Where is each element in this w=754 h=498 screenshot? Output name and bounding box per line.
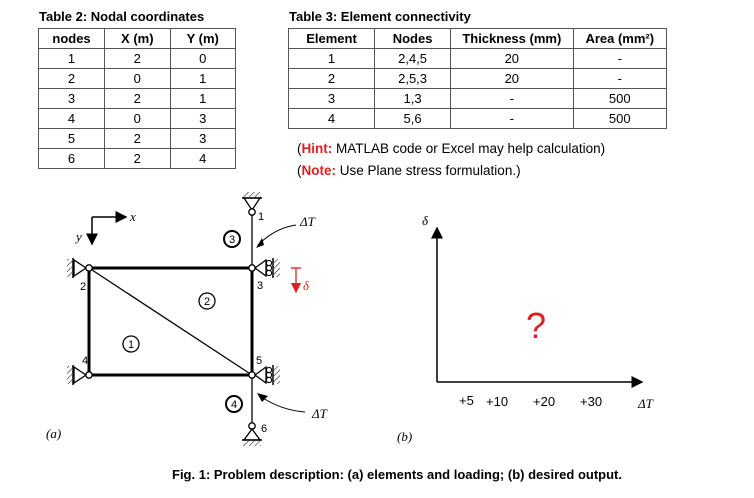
table-row (39, 109, 236, 129)
delta-t-bottom-label: ΔT (312, 406, 327, 421)
pin-support-bottom (242, 423, 262, 446)
table-cell: 4 (39, 109, 105, 129)
table-cell: 1 (170, 89, 235, 109)
structure-diagram (0, 180, 380, 450)
table-cell: 3 (170, 129, 235, 149)
table-cell: - (573, 49, 666, 69)
table-cell: 2 (105, 49, 170, 69)
node-label-3: 3 (257, 280, 264, 292)
element-diagonal (89, 268, 252, 375)
table2-caption: Table 2: Nodal coordinates (39, 9, 205, 24)
table-cell: 500 (573, 89, 666, 109)
table-cell: 500 (573, 109, 666, 129)
table-cell: 0 (170, 49, 235, 69)
table-cell: 2 (105, 129, 170, 149)
tick-label: +5 (459, 393, 474, 408)
table-cell: 2 (105, 89, 170, 109)
table-cell: 4 (289, 109, 375, 129)
hint-label: Hint: (301, 141, 333, 156)
question-mark: ? (526, 305, 547, 346)
table-cell: 4 (170, 149, 235, 169)
table-cell: 1,3 (375, 89, 451, 109)
table-row (39, 49, 236, 69)
node-label-2: 2 (80, 281, 87, 293)
figure-caption: Fig. 1: Problem description: (a) elements and loading; (b) desired output. (172, 467, 622, 482)
hint-text: (Hint: MATLAB code or Excel may help calculation) (297, 141, 606, 156)
table-cell: - (451, 89, 573, 109)
nodal-coordinates-table (38, 28, 236, 169)
table3-caption: Table 3: Element connectivity (289, 9, 471, 24)
plot-x-label: ΔT (638, 396, 653, 411)
column-header: Nodes (375, 29, 451, 49)
x-axis-label: x (130, 209, 136, 224)
table-row (289, 49, 667, 69)
table-cell: - (573, 69, 666, 89)
note-text: (Note: Use Plane stress formulation.) (297, 163, 521, 178)
table-cell: 2,5,3 (375, 69, 451, 89)
panel-label-a: (a) (46, 426, 62, 441)
note-label: Note: (301, 163, 336, 178)
table-cell: 0 (105, 69, 170, 89)
delta-label: δ (303, 278, 310, 293)
svg-text:2: 2 (203, 296, 211, 308)
table-cell: 2,4,5 (375, 49, 451, 69)
node-label-5: 5 (256, 355, 263, 367)
svg-text:3: 3 (228, 234, 236, 246)
plot-y-label: δ (422, 213, 429, 228)
table-header-row (289, 29, 667, 49)
column-header: X (m) (105, 29, 170, 49)
column-header: Thickness (mm) (451, 29, 573, 49)
table-row (39, 69, 236, 89)
table-cell: 20 (451, 69, 573, 89)
table-cell: 6 (39, 149, 105, 169)
table-cell: - (451, 109, 573, 129)
y-axis-label: y (76, 229, 82, 244)
element-label-2 (199, 293, 215, 309)
element-label-4 (226, 396, 242, 412)
element-connectivity-table (288, 28, 667, 129)
tick-label: +10 (486, 394, 509, 409)
table-cell: 2 (289, 69, 375, 89)
table-cell: 20 (451, 49, 573, 69)
table-cell: 3 (170, 109, 235, 129)
tick-label: +30 (580, 394, 603, 409)
element-label-3 (224, 231, 240, 247)
column-header: Y (m) (170, 29, 235, 49)
delta-displacement-arrow (291, 268, 310, 293)
svg-text:1: 1 (127, 339, 135, 351)
table-cell: 1 (170, 69, 235, 89)
table-cell: 5,6 (375, 109, 451, 129)
table-header-row (39, 29, 236, 49)
delta-t-top-label: ΔT (300, 214, 315, 229)
delta-t-top-annotation (256, 214, 316, 248)
delta-t-bottom-annotation (257, 393, 328, 421)
column-header: nodes (39, 29, 105, 49)
panel-label-b: (b) (397, 429, 413, 444)
table-row (39, 129, 236, 149)
table-row (39, 149, 236, 169)
node-label-1: 1 (258, 211, 265, 223)
coordinate-axes (74, 209, 136, 244)
table-row (289, 109, 667, 129)
table-cell: 2 (105, 149, 170, 169)
table-row (289, 89, 667, 109)
table-row (39, 89, 236, 109)
output-plot-diagram (380, 200, 680, 450)
table-cell: 3 (289, 89, 375, 109)
tick-label: +20 (533, 394, 556, 409)
column-header: Area (mm²) (573, 29, 666, 49)
table-cell: 1 (289, 49, 375, 69)
table-row (289, 69, 667, 89)
element-label-1 (123, 336, 139, 352)
table-cell: 5 (39, 129, 105, 149)
column-header: Element (289, 29, 375, 49)
table-cell: 2 (39, 69, 105, 89)
table-cell: 1 (39, 49, 105, 69)
node-label-6: 6 (261, 423, 268, 435)
svg-text:4: 4 (230, 399, 238, 411)
node-label-4: 4 (82, 355, 89, 367)
table-cell: 0 (105, 109, 170, 129)
table-cell: 3 (39, 89, 105, 109)
